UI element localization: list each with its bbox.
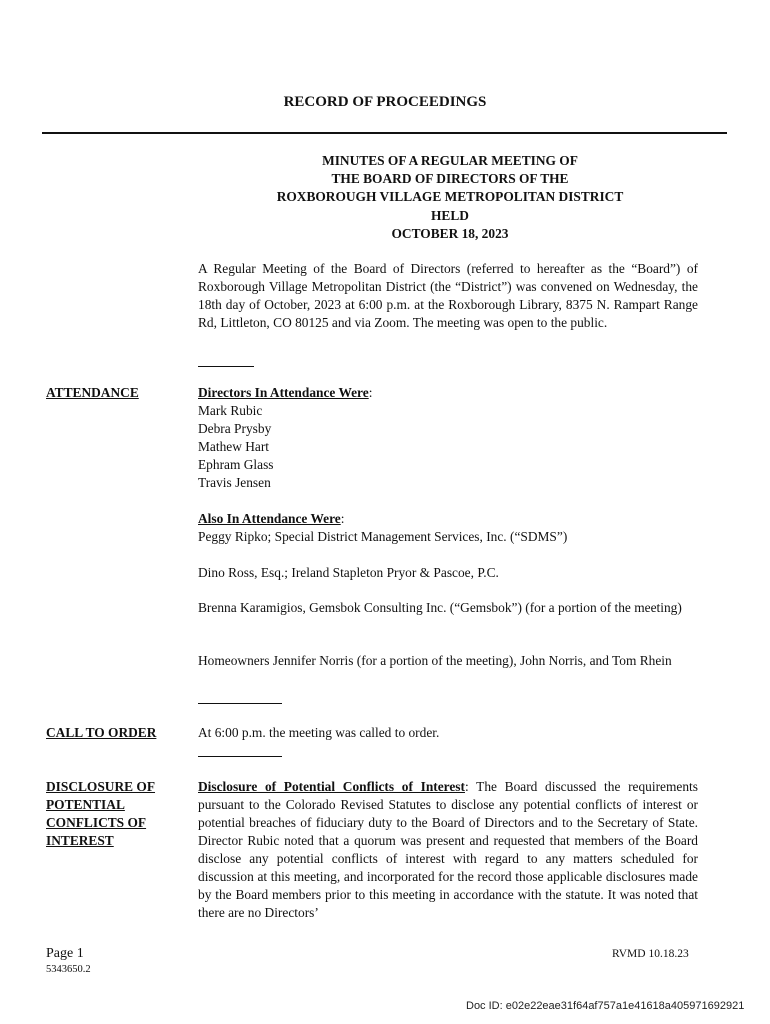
director-name: Travis Jensen: [198, 475, 271, 490]
director-name: Mathew Hart: [198, 439, 270, 454]
heading-line: MINUTES OF A REGULAR MEETING OF: [322, 153, 578, 168]
disclosure-heading: Disclosure of Potential Conflicts of Interest: [198, 779, 465, 794]
heading-line: THE BOARD OF DIRECTORS OF THE: [331, 171, 569, 187]
attendee: Homeowners Jennifer Norris (for a portion of the meeting), John Norris, and Tom Rhein: [198, 653, 672, 668]
disclosure-label-line: CONFLICTS OF: [46, 815, 147, 830]
disclosure-paragraph: [198, 778, 698, 922]
section-divider: [198, 756, 282, 757]
also-attendance: Also In Attendance Were: Peggy Ripko; Special District Management Services, Inc. (“SDMS”): [198, 510, 698, 546]
document-number: 5343650.2: [46, 964, 91, 975]
section-divider: [198, 366, 254, 367]
disclosure-label: [46, 778, 186, 850]
heading-line: HELD: [431, 207, 469, 223]
directors-heading: Directors In Attendance Were: [198, 385, 369, 400]
disclosure-label-line: DISCLOSURE OF: [46, 779, 156, 794]
document-reference: RVMD 10.18.23: [612, 948, 689, 960]
also-heading: Also In Attendance Were: [198, 511, 341, 526]
disclosure-text: : The Board discussed the requirements pursuant to the Colorado Revised Statutes to disclose any potential conflicts of interest or potential breaches of fiduciary duty to the Board of Directors and to the Secretary of State. Director Rubic noted that a quorum was present and requested that members of the Board disclose any potential conflicts of interest with regard to any matters scheduled for discussion at this meeting, and incorporated for the record those applicable disclosures made by the Board members prior to this meeting in accordance with the statute. It was noted that there are no Directors’: [198, 779, 698, 920]
call-to-order-text: At 6:00 p.m. the meeting was called to order.: [198, 725, 440, 740]
heading-line: ROXBOROUGH VILLAGE METROPOLITAN DISTRICT: [276, 189, 624, 205]
document-title: RECORD OF PROCEEDINGS: [283, 94, 487, 110]
section-divider: [198, 703, 282, 704]
call-to-order-label: CALL TO ORDER: [46, 725, 157, 740]
director-name: Ephram Glass: [198, 457, 274, 472]
attendance-label: ATTENDANCE: [46, 385, 139, 400]
heading-line: OCTOBER 18, 2023: [391, 225, 509, 241]
page-number: Page 1: [46, 946, 84, 961]
title-divider: [42, 132, 727, 134]
disclosure-label-line: INTEREST: [46, 833, 114, 848]
disclosure-label-line: POTENTIAL: [46, 797, 125, 812]
director-name: Mark Rubic: [198, 403, 263, 418]
attendee: Dino Ross, Esq.; Ireland Stapleton Pryor & Pascoe, P.C.: [198, 565, 499, 580]
attendee: Peggy Ripko; Special District Management Services, Inc. (“SDMS”): [198, 529, 568, 544]
doc-id: Doc ID: e02e22eae31f64af757a1e41618a405971692921: [466, 1000, 745, 1012]
meeting-heading: [200, 152, 700, 243]
director-name: Debra Prysby: [198, 421, 272, 436]
intro-paragraph: A Regular Meeting of the Board of Directors (referred to hereafter as the “Board”) of Roxborough Village Metropolitan District (the “District”) was convened on Wednesday, the 18th day of October, 2023 at 6:00 p.m. at the Roxborough Library, 8375 N. Rampart Range Rd, Littleton, CO 80125 and via Zoom. The meeting was open to the public.: [198, 261, 698, 330]
attendee: Brenna Karamigios, Gemsbok Consulting Inc. (“Gemsbok”) (for a portion of the meeting): [198, 600, 682, 615]
attendance-section: Directors In Attendance Were: Mark Rubic Debra Prysby Mathew Hart Ephram Glass Travis Jensen: [198, 384, 698, 492]
